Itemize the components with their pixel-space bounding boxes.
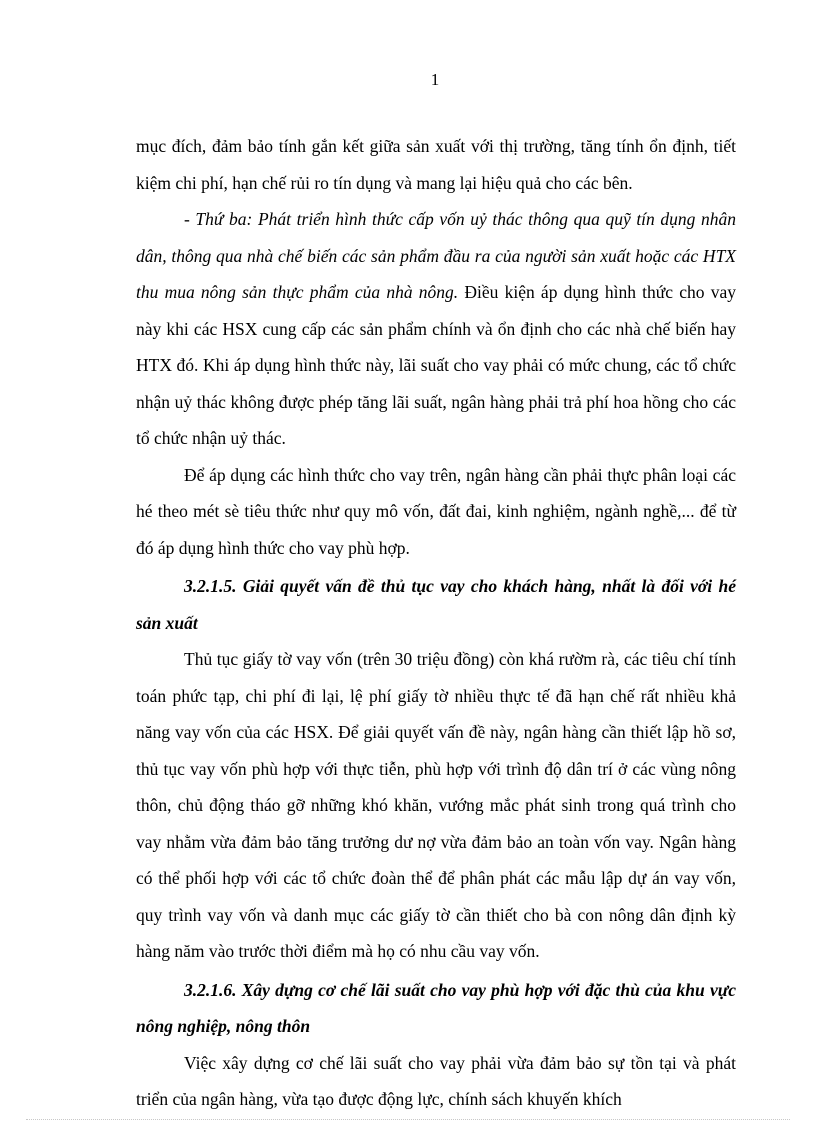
paragraph-2-italic: - Thứ ba: Phát triển hình thức cấp vốn uỷ thác thông qua quỹ tín dụng nhân dân, thông qua nhà chế biến các sản phẩm đầu ra của người sản xuất hoặc các HTX thu mua nông sản thực phẩm của nhà nông. — [136, 209, 736, 302]
page-number: 1 — [430, 70, 440, 89]
section-heading-3-2-1-5: 3.2.1.5. Giải quyết vấn đề thủ tục vay cho khách hàng, nhất là đối với hé sản xuất — [136, 576, 736, 633]
paragraph-1: mục đích, đảm bảo tính gắn kết giữa sản xuất với thị trường, tăng tính ổn định, tiết kiệm chi phí, hạn chế rủi ro tín dụng và mang lại hiệu quả cho các bên. — [136, 136, 736, 193]
paragraph-4: Thủ tục giấy tờ vay vốn (trên 30 triệu đồng) còn khá rườm rà, các tiêu chí tính toán phức tạp, chi phí đi lại, lệ phí giấy tờ nhiều thực tế đã hạn chế rất nhiều khả năng vay vốn của các HSX. Để giải quyết vấn đề này, ngân hàng cần thiết lập hồ sơ, thủ tục vay vốn phù hợp với thực tiễn, phù hợp với trình độ dân trí ở các vùng nông thôn, chủ động tháo gỡ những khó khăn, vướng mắc phát sinh trong quá trình cho vay nhằm vừa đảm bảo tăng trưởng dư nợ vừa đảm bảo an toàn vốn vay. Ngân hàng có thể phối hợp với các tổ chức đoàn thể để phân phát các mẫu lập dự án vay vốn, quy trình vay vốn và danh mục các giấy tờ cần thiết cho bà con nông dân định kỳ hàng năm vào trước thời điểm mà họ có nhu cầu vay vốn. — [136, 649, 736, 961]
section-heading-3-2-1-6: 3.2.1.6. Xây dựng cơ chế lãi suất cho vay phù hợp với đặc thù của khu vực nông nghiệp, nông thôn — [136, 979, 736, 1036]
page-bottom-divider — [26, 1119, 790, 1120]
paragraph-2-rest: Điều kiện áp dụng hình thức cho vay này khi các HSX cung cấp các sản phẩm chính và ổn định cho các nhà chế biến hay HTX đó. Khi áp dụng hình thức này, lãi suất cho vay phải có mức chung, các tổ chức nhận uỷ thác không được phép tăng lãi suất, ngân hàng phải trả phí hoa hồng cho các tổ chức nhận uỷ thác. — [136, 282, 736, 448]
paragraph-2 — [136, 201, 736, 457]
document-body — [136, 128, 736, 1118]
paragraph-5: Việc xây dựng cơ chế lãi suất cho vay phải vừa đảm bảo sự tồn tại và phát triển của ngân hàng, vừa tạo được động lực, chính sách khuyến khích — [136, 1052, 736, 1109]
paragraph-3: Để áp dụng các hình thức cho vay trên, ngân hàng cần phải thực phân loại các hé theo mét sè tiêu thức như quy mô vốn, đất đai, kinh nghiệm, ngành nghề,... để từ đó áp dụng hình thức cho vay phù hợp. — [136, 464, 736, 558]
